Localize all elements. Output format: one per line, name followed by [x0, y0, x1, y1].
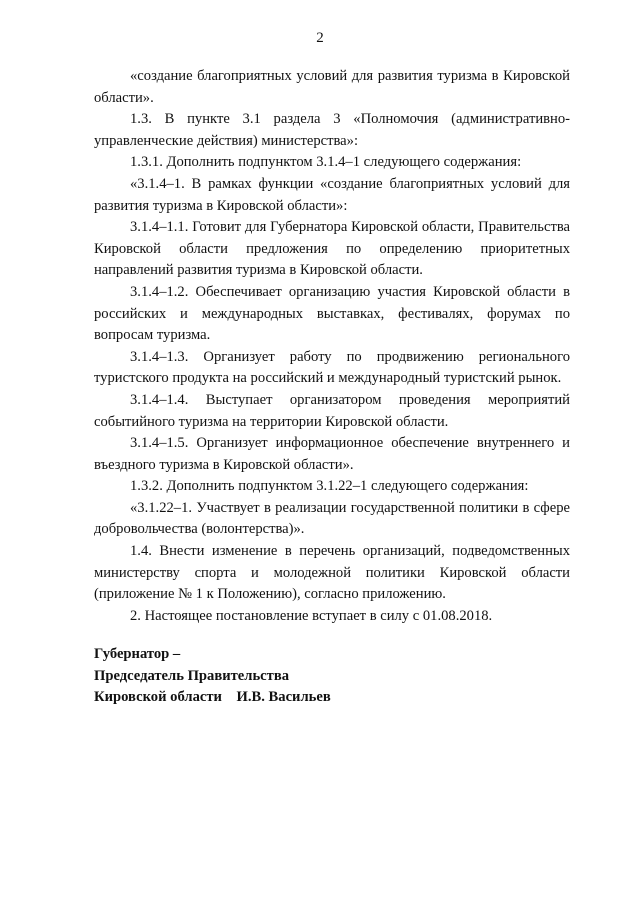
signature-name: Кировской области И.В. Васильев [94, 689, 331, 706]
paragraph: «3.1.4–1. В рамках функции «создание благоприятных условий для развития туризма в Кировской области»: [94, 175, 570, 214]
paragraph: 1.3. В пункте 3.1 раздела 3 «Полномочия (административно-управленческие действия) министерства»: [94, 111, 570, 149]
paragraph: 1.3.1. Дополнить подпунктом 3.1.4–1 следующего содержания: [130, 154, 522, 171]
page-number: 2 [316, 30, 324, 46]
paragraph: «3.1.22–1. Участвует в реализации государственной политики в сфере добровольчества (волонтерства)». [94, 499, 570, 538]
paragraph: 3.1.4–1.4. Выступает организатором проведения мероприятий событийного туризма на территории Кировской области. [94, 391, 570, 430]
signature-block [94, 644, 331, 709]
paragraph: 3.1.4–1.1. Готовит для Губернатора Кировской области, Правительства Кировской области предложения по определению приоритетных направлений развития туризма в Кировской области. [94, 219, 570, 279]
paragraph: 3.1.4–1.5. Организует информационное обеспечение внутреннего и въездного туризма в Кировской области». [94, 435, 570, 473]
paragraph: 1.4. Внести изменение в перечень организаций, подведомственных министерству спорта и молодежной политики Кировской области (приложение № 1 к Положению), согласно приложению. [94, 543, 570, 603]
document-body [94, 66, 570, 627]
paragraph: «создание благоприятных условий для развития туризма в Кировской области». [94, 68, 570, 106]
paragraph: 3.1.4–1.2. Обеспечивает организацию участия Кировской области в российских и международных выставках, фестивалях, форумах по вопросам туризма. [94, 283, 570, 344]
signature-title: Губернатор – [94, 646, 181, 662]
paragraph: 3.1.4–1.3. Организует работу по продвижению регионального туристского продукта на российский и международный туристский рынок. [94, 348, 570, 387]
paragraph: 2. Настоящее постановление вступает в силу с 01.08.2018. [130, 607, 493, 624]
paragraph: 1.3.2. Дополнить подпунктом 3.1.22–1 следующего содержания: [130, 478, 529, 495]
signature-position: Председатель Правительства [94, 667, 290, 684]
